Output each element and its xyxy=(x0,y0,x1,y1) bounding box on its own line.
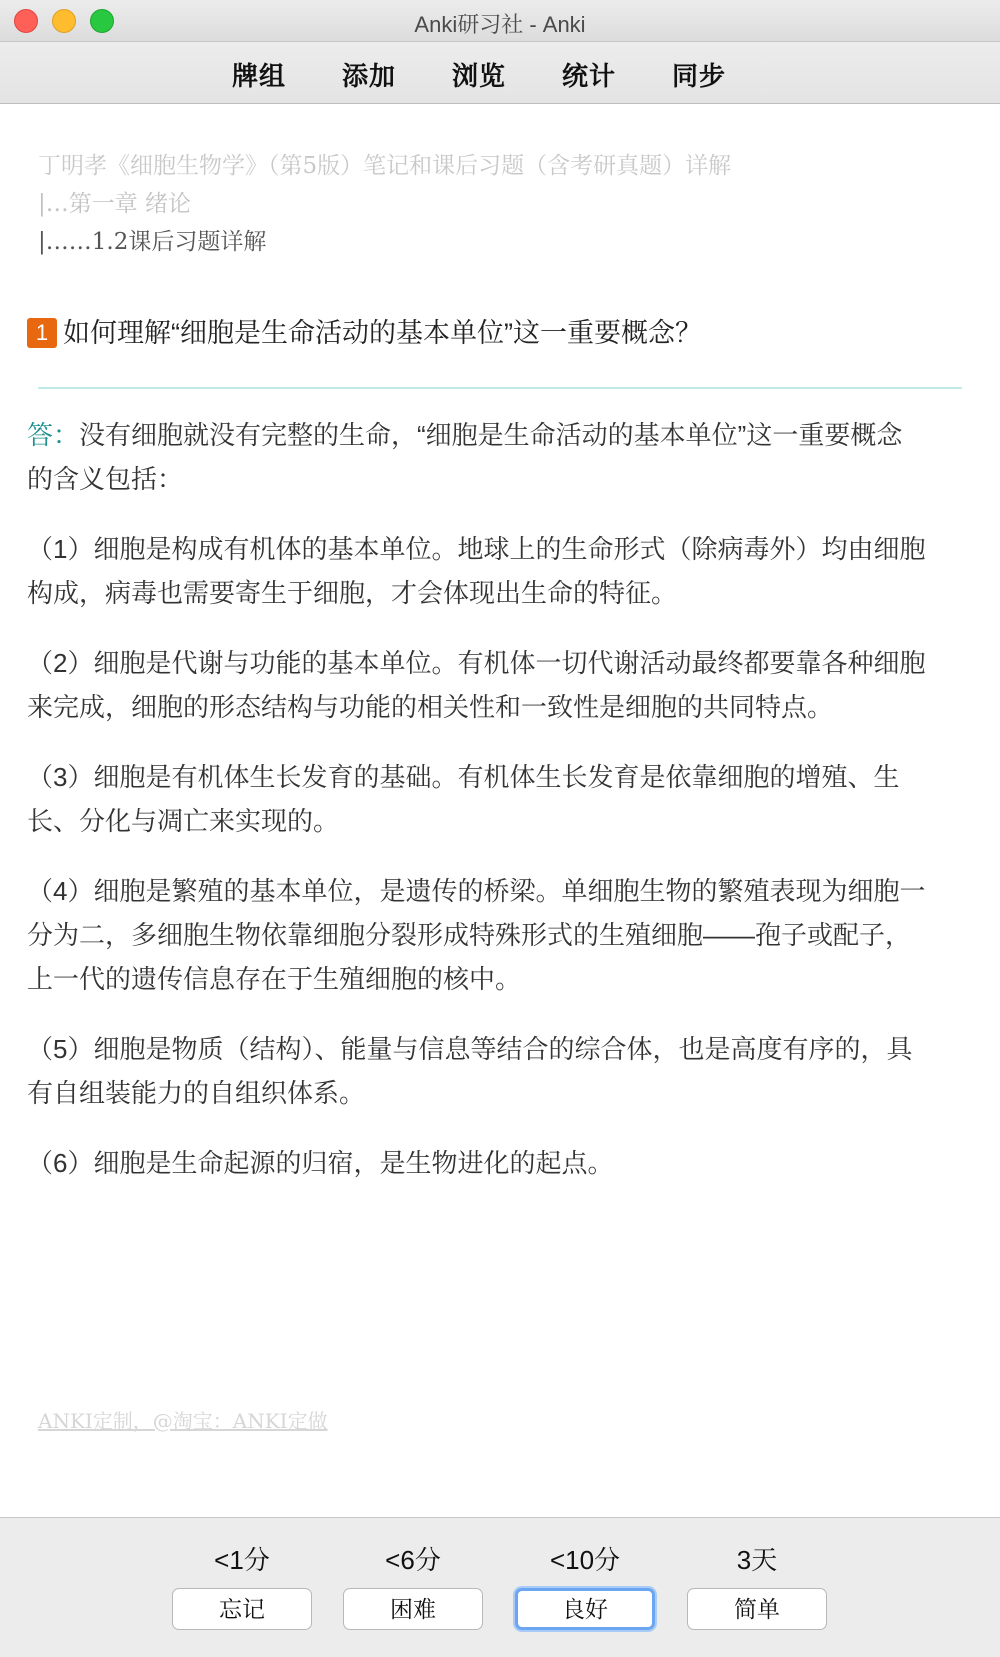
toolbar-sync[interactable]: 同步 xyxy=(672,61,727,91)
interval-again: <1分 xyxy=(214,1545,270,1575)
again-button[interactable]: 忘记 xyxy=(172,1588,312,1630)
interval-easy: 3天 xyxy=(736,1545,778,1575)
breadcrumb-section: |……1.2课后习题详解 xyxy=(38,229,267,255)
good-button[interactable]: 良好 xyxy=(515,1588,655,1630)
answer-point: （5）细胞是物质（结构）、能量与信息等结合的综合体，也是高度有序的，具有自组装能力的自组织体系。 xyxy=(27,1034,913,1108)
answer xyxy=(27,413,927,1211)
question-answer-divider xyxy=(38,387,962,389)
answer-point: （4）细胞是繁殖的基本单位，是遗传的桥梁。单细胞生物的繁殖表现为细胞一分为二，多细胞生物依靠细胞分裂形成特殊形式的生殖细胞——孢子或配子，上一代的遗传信息存在于生殖细胞的核中。 xyxy=(27,876,926,994)
card-view xyxy=(0,105,1000,1517)
answer-label: 答： xyxy=(27,420,80,450)
question xyxy=(27,311,702,350)
hard-button[interactable]: 困难 xyxy=(343,1588,483,1630)
answer-intro-text: 没有细胞就没有完整的生命，“细胞是生命活动的基本单位”这一重要概念的含义包括： xyxy=(27,420,903,494)
breadcrumb-book: 丁明孝《细胞生物学》（第5版）笔记和课后习题（含考研真题）详解 xyxy=(38,153,732,179)
answer-point: （2）细胞是代谢与功能的基本单位。有机体一切代谢活动最终都要靠各种细胞来完成，细胞的形态结构与功能的相关性和一致性是细胞的共同特点。 xyxy=(27,648,926,722)
answer-point: （3）细胞是有机体生长发育的基础。有机体生长发育是依靠细胞的增殖、生长、分化与凋亡来实现的。 xyxy=(27,762,900,836)
title-bar xyxy=(0,0,1000,42)
interval-hard: <6分 xyxy=(385,1545,441,1575)
footer-link[interactable]: ANKI定制，@淘宝：ANKI定做 xyxy=(38,1409,328,1433)
question-number-badge: 1 xyxy=(27,318,57,348)
main-toolbar xyxy=(0,42,1000,104)
breadcrumb-chapter: |…第一章 绪论 xyxy=(38,191,192,217)
toolbar-decks[interactable]: 牌组 xyxy=(232,61,287,91)
answer-point: （1）细胞是构成有机体的基本单位。地球上的生命形式（除病毒外）均由细胞构成，病毒也需要寄生于细胞，才会体现出生命的特征。 xyxy=(27,534,926,608)
answer-point: （6）细胞是生命起源的归宿，是生物进化的起点。 xyxy=(27,1148,614,1178)
toolbar-stats[interactable]: 统计 xyxy=(562,61,617,91)
toolbar-browse[interactable]: 浏览 xyxy=(452,61,507,91)
toolbar-add[interactable]: 添加 xyxy=(342,61,397,91)
question-text: 如何理解“细胞是生命活动的基本单位”这一重要概念？ xyxy=(63,318,702,348)
window-title: Anki研习社 - Anki xyxy=(414,12,586,37)
answer-intro xyxy=(27,413,927,501)
easy-button[interactable]: 简单 xyxy=(687,1588,827,1630)
interval-good: <10分 xyxy=(549,1545,621,1575)
answer-bar xyxy=(0,1517,1000,1657)
